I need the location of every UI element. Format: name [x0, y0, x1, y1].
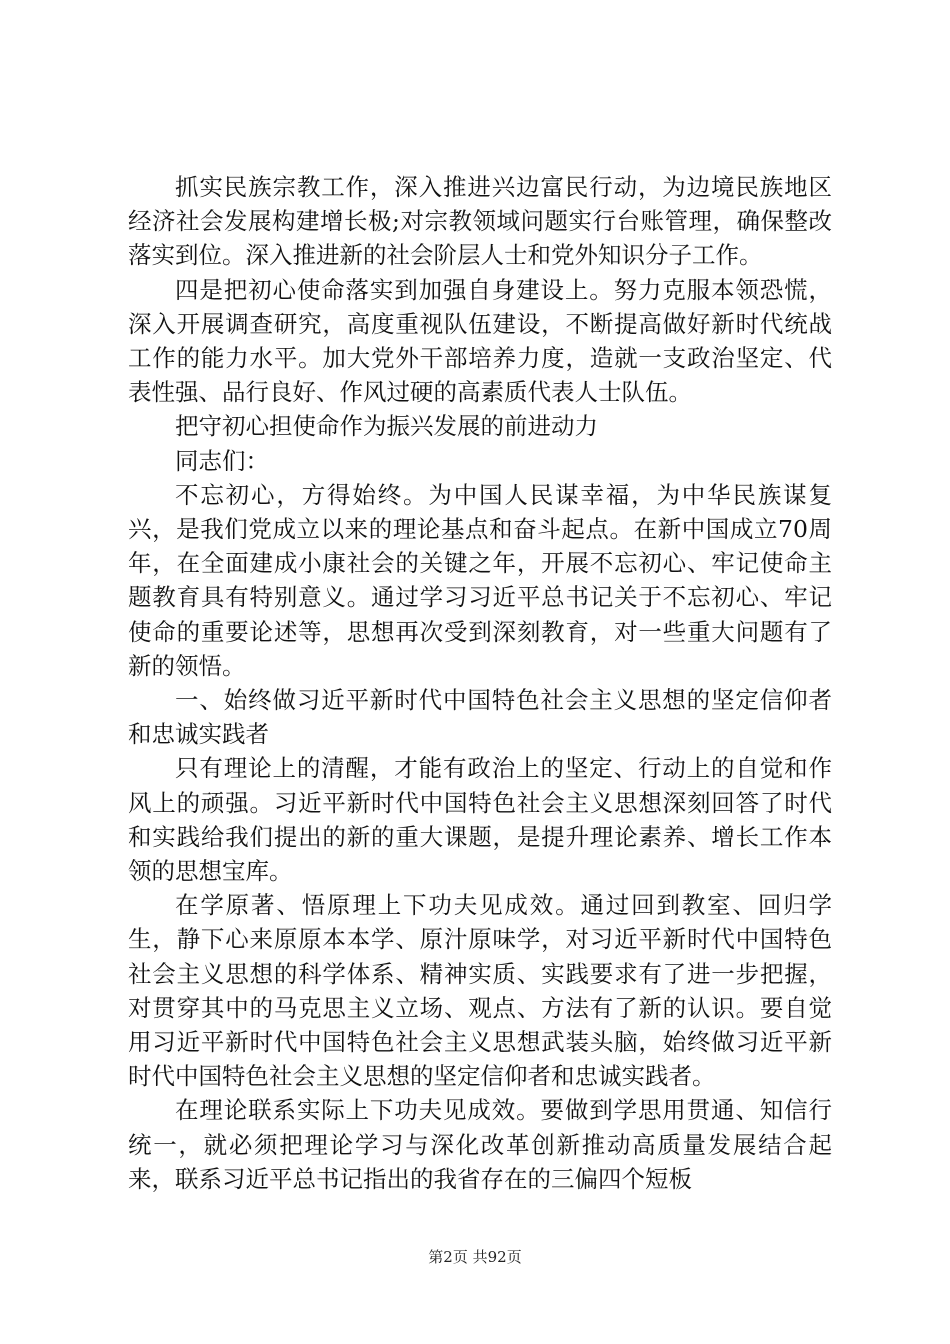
paragraph: 四是把初心使命落实到加强自身建设上。努力克服本领恐慌，深入开展调查研究，高度重视队伍建设，不断提高做好新时代统战工作的能力水平。加大党外干部培养力度，造就一支政治坚定、代表性强、品行良好、作风过硬的高素质代表人士队伍。 — [128, 275, 832, 407]
salutation: 同志们： — [175, 446, 269, 475]
section-title: 把守初心担使命作为振兴发展的前进动力 — [175, 412, 598, 441]
paragraph: 抓实民族宗教工作，深入推进兴边富民行动，为边境民族地区经济社会发展构建增长极;对宗教领域问题实行台账管理，确保整改落实到位。深入推进新的社会阶层人士和党外知识分子工作。 — [128, 173, 832, 270]
section-heading: 一、始终做习近平新时代中国特色社会主义思想的坚定信仰者和忠诚实践者 — [128, 686, 832, 749]
paragraph: 在理论联系实际上下功夫见成效。要做到学思用贯通、知信行统一，就必须把理论学习与深化改革创新推动高质量发展结合起来，联系习近平总书记指出的我省存在的三偏四个短板 — [128, 1096, 832, 1193]
paragraph: 不忘初心，方得始终。为中国人民谋幸福，为中华民族谋复兴，是我们党成立以来的理论基点和奋斗起点。在新中国成立70周年，在全面建成小康社会的关键之年，开展不忘初心、牢记使命主题教育具有特别意义。通过学习习近平总书记关于不忘初心、牢记使命的重要论述等，思想再次受到深刻教育，对一些重大问题有了新的领悟。 — [128, 480, 832, 680]
paragraph: 只有理论上的清醒，才能有政治上的坚定、行动上的自觉和作风上的顽强。习近平新时代中国特色社会主义思想深刻回答了时代和实践给我们提出的新的重大课题，是提升理论素养、增长工作本领的思想宝库。 — [128, 754, 832, 886]
page-number-footer: 第2页 共92页 — [428, 1248, 522, 1266]
paragraph: 在学原著、悟原理上下功夫见成效。通过回到教室、回归学生，静下心来原原本本学、原汁原味学，对习近平新时代中国特色社会主义思想的科学体系、精神实质、实践要求有了进一步把握，对贯穿其中的马克思主义立场、观点、方法有了新的认识。要自觉用习近平新时代中国特色社会主义思想武装头脑，始终做习近平新时代中国特色社会主义思想的坚定信仰者和忠诚实践者。 — [128, 891, 832, 1091]
document-body — [128, 170, 832, 1196]
